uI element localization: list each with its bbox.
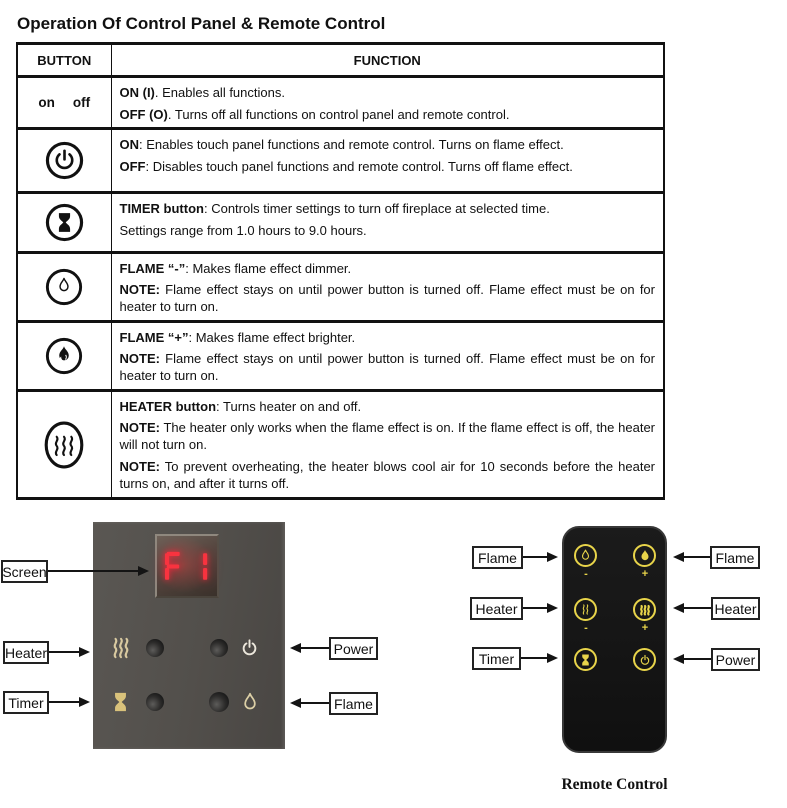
panel-timer-icon — [113, 692, 128, 712]
heater-button-icon — [17, 391, 111, 499]
callout-label-panel-timer: Timer — [3, 691, 49, 714]
remote-control-caption: Remote Control — [561, 776, 668, 793]
callout-arrow-remote-flame-plus — [684, 556, 710, 558]
page-title: Operation Of Control Panel & Remote Control — [17, 14, 386, 33]
heater-plus-icon — [639, 604, 651, 616]
heater-minus-sign: - — [584, 622, 588, 634]
control-panel-photo — [93, 522, 285, 749]
callout-label-panel-power: Power — [329, 637, 378, 660]
panel-knob — [146, 693, 164, 711]
flame-plus-icon — [639, 549, 651, 563]
row-power — [17, 129, 664, 193]
timer-button-icon — [17, 193, 111, 253]
callout-label-remote-power: Power — [711, 648, 760, 671]
callout-arrow-remote-timer — [521, 657, 547, 659]
callout-arrow-panel-heater — [49, 651, 79, 653]
callout-arrow-remote-heater-plus — [684, 607, 711, 609]
callout-label-remote-heater-minus: Heater — [470, 597, 523, 620]
panel-display-screen — [155, 534, 219, 598]
power-icon — [639, 654, 651, 666]
callout-label-remote-flame-minus: Flame — [472, 546, 523, 569]
panel-knob — [210, 639, 228, 657]
function-cell: TIMER button: Controls timer settings to turn off fireplace at selected time. Settings range from 1.0 hours to 9.0 hours. — [111, 193, 664, 253]
panel-heater-icon — [110, 637, 132, 659]
row-timer — [17, 193, 664, 253]
callout-label-remote-timer: Timer — [472, 647, 521, 670]
flame-minus-icon — [580, 549, 591, 562]
seven-segment-display — [161, 550, 213, 583]
callout-label-remote-flame-plus: Flame — [710, 546, 760, 569]
remote-heater-minus-button — [574, 598, 597, 621]
remote-flame-plus-button — [633, 544, 656, 567]
function-cell: ON (I). Enables all functions. OFF (O). Turns off all functions on control panel and remote control. — [111, 77, 664, 129]
button-function-table — [16, 42, 665, 500]
remote-heater-plus-button — [633, 598, 656, 621]
callout-label-screen: Screen — [1, 560, 48, 583]
flame-minus-sign: - — [584, 568, 588, 580]
flame-plus-sign: + — [641, 568, 649, 580]
callout-label-panel-heater: Heater — [3, 641, 49, 664]
flame-minus-button-icon — [17, 253, 111, 322]
on-off-switch-label: on off — [17, 77, 111, 129]
panel-flame-icon — [241, 692, 259, 713]
column-header-function: FUNCTION — [111, 44, 664, 77]
callout-label-panel-flame: Flame — [329, 692, 378, 715]
function-cell: HEATER button: Turns heater on and off. NOTE: The heater only works when the flame effect is on. If the flame effect is off, the heater will not turn on. NOTE: To prevent overheating, the heater blows cool air for 10 seconds before the heater turns on, and after it turns off. — [111, 391, 664, 499]
callout-arrow-remote-heater-minus — [523, 607, 547, 609]
row-main-switch — [17, 77, 664, 129]
column-header-button: BUTTON — [17, 44, 111, 77]
flame-plus-button-icon — [17, 322, 111, 391]
callout-arrow-panel-flame — [301, 702, 329, 704]
heater-plus-sign: + — [641, 622, 649, 634]
panel-knob — [146, 639, 164, 657]
callout-arrow-remote-power — [684, 658, 711, 660]
callout-arrow-panel-power — [301, 647, 329, 649]
remote-flame-minus-button — [574, 544, 597, 567]
callout-arrow-remote-flame-minus — [523, 556, 547, 558]
remote-power-button — [633, 648, 656, 671]
row-heater — [17, 391, 664, 499]
function-cell: FLAME “-”: Makes flame effect dimmer. NOTE: Flame effect stays on until power button is turned off. Flame effect must be on for heater to turn on. — [111, 253, 664, 322]
callout-arrow-panel-timer — [49, 701, 79, 703]
power-button-icon — [17, 129, 111, 193]
panel-knob — [209, 692, 229, 712]
remote-control-photo — [562, 526, 667, 753]
function-cell: FLAME “+”: Makes flame effect brighter. NOTE: Flame effect stays on until power button is turned off. Flame effect must be on for heater to turn on. — [111, 322, 664, 391]
heater-minus-icon — [580, 604, 591, 615]
panel-power-icon — [240, 638, 259, 657]
row-flame-minus — [17, 253, 664, 322]
table-header-row — [17, 44, 664, 77]
callout-arrow-screen — [48, 570, 138, 572]
function-cell: ON: Enables touch panel functions and remote control. Turns on flame effect. OFF: Disables touch panel functions and remote control. Turns off flame effect. — [111, 129, 664, 193]
timer-icon — [581, 654, 590, 666]
callout-label-remote-heater-plus: Heater — [711, 597, 760, 620]
row-flame-plus — [17, 322, 664, 391]
remote-timer-button — [574, 648, 597, 671]
